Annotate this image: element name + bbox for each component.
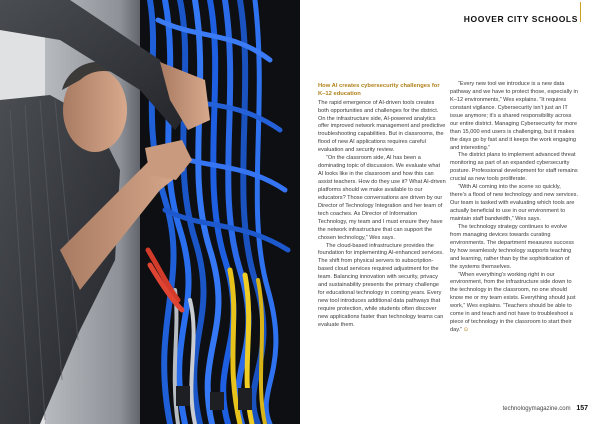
paragraph: “With AI coming into the scene so quickly, there’s a flood of new technology and new services. Our team is tasked with evaluating which tools are actually beneficial to use in our environment to maintain staff bandwidth,” Wes says. — [450, 184, 579, 222]
article-subhead: How AI creates cybersecurity challenges for K–12 education — [318, 83, 440, 97]
paragraph: The rapid emergence of AI-driven tools creates both opportunities and challenges for the district. On the infrastructure side, AI-powered analytics offer improved network management and predictive troubleshooting capabilities. But in classrooms, the flood of new AI applications requires careful evaluation and security review. — [318, 99, 446, 154]
footer-site: technologymagazine.com — [502, 406, 571, 412]
paragraph: The cloud-based infrastructure provides the foundation for implementing AI-enhanced services. The shift from physical servers to subscription-based cloud services required adjustment for the team. Balancing innovation with security, privacy and sustainability presents the primary challenge for educational technology in coming years. Every new tool introduces additional data pathways that require protection, while students often discover new applications faster than technology teams can evaluate them. — [318, 242, 444, 328]
article-column-2 — [450, 81, 578, 335]
page-footer — [503, 405, 588, 412]
article-column-1 — [318, 83, 446, 330]
paragraph — [450, 272, 578, 336]
end-mark-icon: ⊙ — [463, 327, 469, 334]
section-header: HOOVER CITY SCHOOLS — [463, 14, 578, 24]
paragraph-text: “When everything’s working right in our environment, from the infrastructure side down to the technology in the classroom, no one should know me or my team exists. Everything should just work,” Wes explains. “Teachers should be able to come in and teach and not have to troubleshoot a piece of technology in the classroom to start their day.” — [450, 271, 576, 334]
paragraph: “Every new tool we introduce is a new data pathway and we have to protect those, especially in K–12 environments,” Wes explains. “It requires constant vigilance. Cybersecurity isn’t just an IT issue anymore; it’s a shared responsibility across our entire district. Managing Cybersecurity for more than 15,000 end users is challenging, but it makes the days go by fast and it keeps the work engaging and interesting.” — [450, 81, 578, 151]
paragraph: The technology strategy continues to evolve from managing devices towards curating environments. The department measures success by how seamlessly technology supports teaching and learning, rather than by the sophistication of the systems themselves. — [450, 223, 574, 270]
paragraph: “On the classroom side, AI has been a dominating topic of discussion. We evaluate what AI looks like in the classroom and how this can assist teachers. How do they use it? What AI-driven platforms should we make available to our educators? Those conversations are driven by our Director of Technology Integration and her team of tech coaches. As Director of Information Technology, my team and I must ensure they have the network infrastructure that can support the chosen technology,” Wes says. — [318, 155, 446, 241]
header-rule — [580, 2, 581, 22]
page-number: 157 — [576, 405, 588, 412]
paragraph: The district plans to implement advanced threat monitoring as part of an expanded cybersecurity posture. Professional development for staff remains crucial as new tools proliferate. — [450, 152, 578, 183]
